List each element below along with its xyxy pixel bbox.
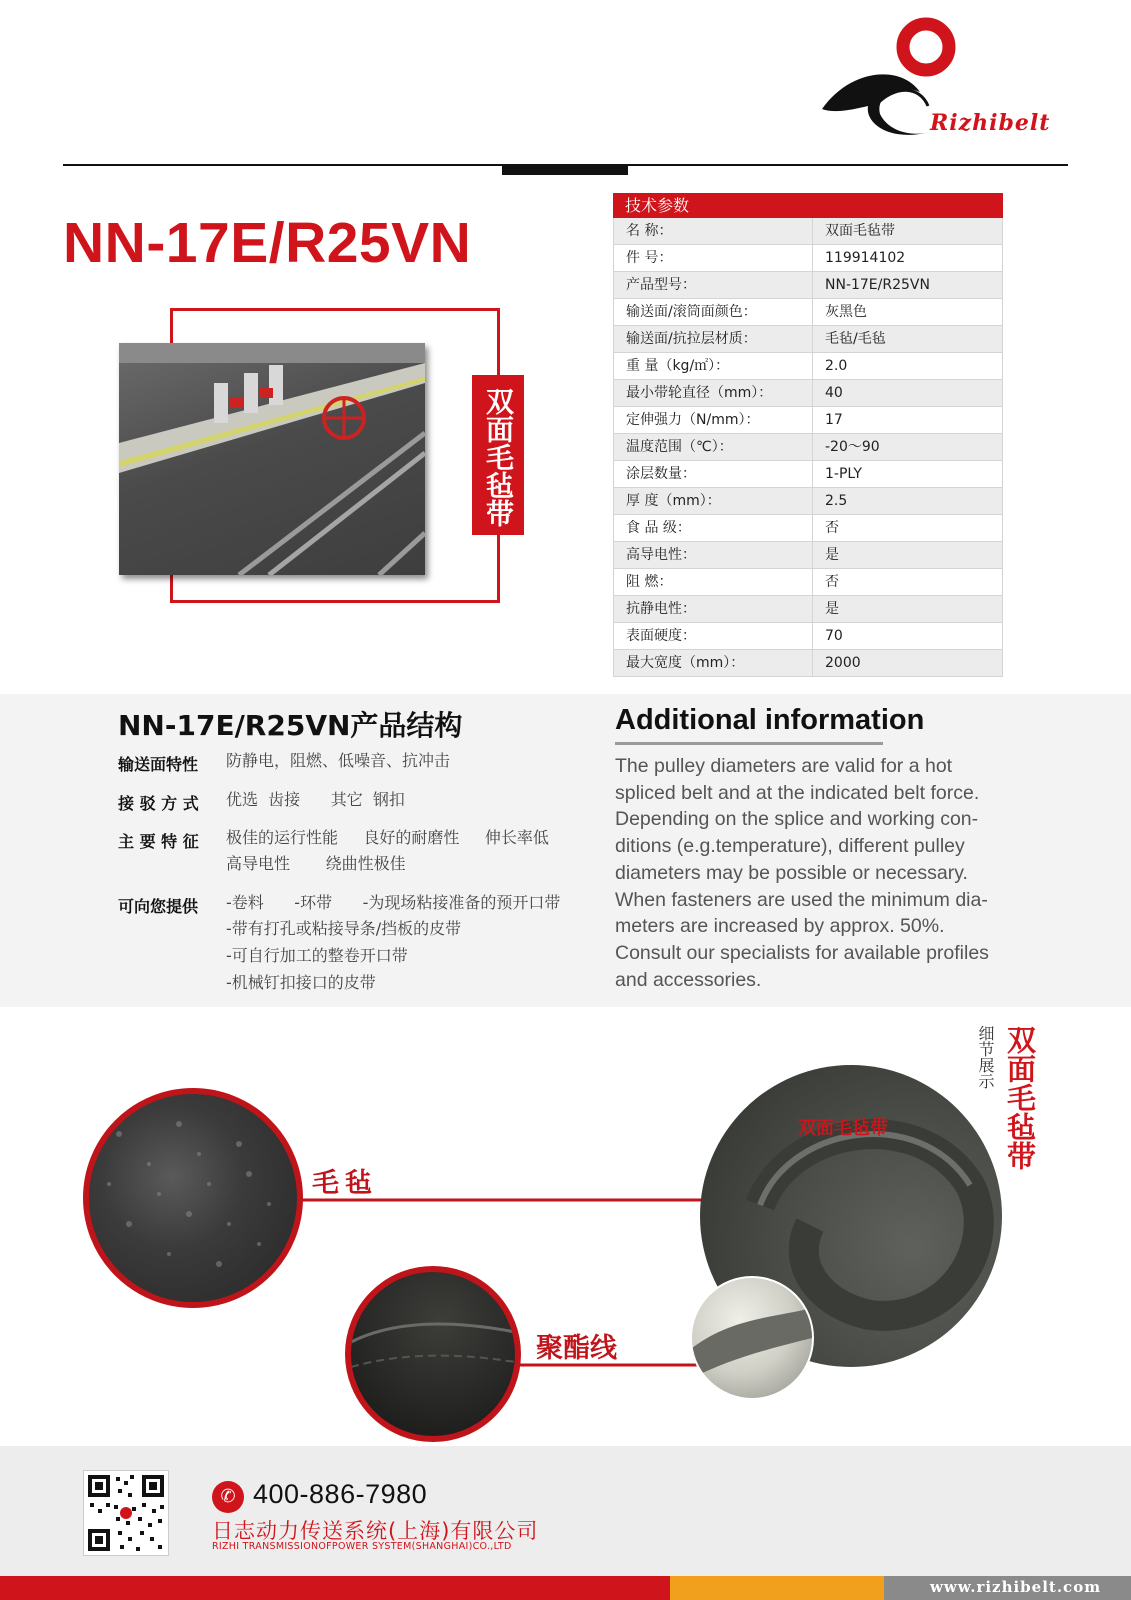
feature-key: 输送面特性: [118, 755, 199, 774]
belt-edge-icon: [692, 1278, 812, 1398]
spec-key: 厚 度（mm）：: [614, 488, 813, 514]
phone-number[interactable]: 400-886-7980: [253, 1479, 428, 1509]
spec-key: 名 称：: [614, 218, 813, 244]
additional-info-line: spliced belt and at the indicated belt force.: [615, 781, 980, 804]
spec-key: 高导电性：: [614, 542, 813, 568]
spec-value: 17: [825, 412, 843, 428]
additional-info-line: The pulley diameters are valid for a hot: [615, 755, 953, 777]
product-vertical-label: 双面毛毡带: [472, 375, 524, 535]
spec-key: 抗静电性：: [614, 596, 813, 622]
spec-value: 灰黑色: [825, 304, 867, 320]
qr-code-icon: [83, 1470, 169, 1556]
website-link[interactable]: www.rizhibelt.com: [930, 1578, 1102, 1596]
additional-info-line: ditions (e.g.temperature), different pulley: [615, 835, 965, 858]
additional-info-line: Depending on the splice and working con-: [615, 808, 979, 831]
spec-value: 40: [825, 385, 843, 401]
company-name-en: RIZHI TRANSMISSIONOFPOWER SYSTEM(SHANGHAI)CO.,LTD: [212, 1541, 512, 1552]
spec-key: 输送面/滚筒面颜色：: [614, 299, 813, 325]
spec-value: 双面毛毡带: [825, 223, 895, 239]
additional-info-line: Consult our specialists for available profiles: [615, 941, 989, 964]
spec-value: NN-17E/R25VN: [825, 277, 930, 293]
thread-texture-icon: [351, 1272, 515, 1436]
spec-key: 产品型号：: [614, 272, 813, 298]
feature-value: 优选 齿接 其它 钢扣: [226, 790, 405, 809]
feature-value: 防静电，阻燃、低噪音、抗冲击: [226, 751, 451, 770]
additional-info-title: Additional information: [615, 704, 925, 736]
spec-value: 2.5: [825, 493, 848, 509]
belt-detail-caption: 双面毛毡带: [798, 1118, 888, 1139]
spec-key: 定伸强力（N/mm）：: [614, 407, 813, 433]
spec-key: 最小带轮直径（mm）：: [614, 380, 813, 406]
felt-label: 毛毡: [312, 1168, 378, 1199]
belt-edge-closeup-image: [690, 1276, 814, 1400]
additional-info-line: When fasteners are used the minimum dia-: [615, 888, 988, 911]
spec-key: 表面硬度：: [614, 623, 813, 649]
footer-bar-orange: [670, 1576, 884, 1600]
spec-key: 最大宽度（mm）：: [614, 650, 813, 676]
phone-icon: ✆: [212, 1481, 244, 1513]
additional-info-line: and accessories.: [615, 968, 762, 991]
spec-value: 119914102: [825, 250, 906, 266]
spec-key: 阻 燃：: [614, 569, 813, 595]
spec-key: 输送面/抗拉层材质：: [614, 326, 813, 352]
spec-value: 2000: [825, 655, 861, 671]
footer-bar-red: [0, 1576, 670, 1600]
spec-value: 是: [825, 601, 839, 617]
feature-value: -带有打孔或粘接导条/挡板的皮带: [226, 919, 462, 938]
spec-value: 毛毡/毛毡: [825, 331, 886, 347]
feature-value: -机械钉扣接口的皮带: [226, 973, 376, 992]
structure-title: NN-17E/R25VN产品结构: [118, 709, 463, 742]
polyester-thread-label: 聚酯线: [536, 1333, 617, 1364]
detail-section-subtitle: 细节展示: [976, 1025, 995, 1089]
additional-info-line: meters are increased by approx. 50%.: [615, 915, 945, 938]
feature-key: 可向您提供: [118, 897, 199, 916]
feature-key: 接 驳 方 式: [118, 794, 199, 813]
spec-table-header: 技术参数: [613, 193, 1003, 218]
spec-value: -20～90: [825, 439, 880, 455]
spec-key: 温度范围（℃）：: [614, 434, 813, 460]
felt-texture-icon: [89, 1094, 297, 1302]
felt-closeup-image: [83, 1088, 303, 1308]
feature-value: 极佳的运行性能 良好的耐磨性 伸长率低: [226, 828, 549, 847]
spec-key: 涂层数量：: [614, 461, 813, 487]
spec-value: 否: [825, 520, 839, 536]
feature-value: -可自行加工的整卷开口带: [226, 946, 408, 965]
spec-key: 重 量（kg/㎡）：: [614, 353, 813, 379]
feature-key: 主 要 特 征: [118, 832, 199, 851]
spec-key: 食 品 级：: [614, 515, 813, 541]
feature-value: -卷料 -环带 -为现场粘接准备的预开口带: [226, 893, 561, 912]
additional-info-line: diameters may be possible or necessary.: [615, 861, 968, 884]
product-title: NN-17E/R25VN: [63, 211, 472, 275]
spec-value: 2.0: [825, 358, 848, 374]
polyester-thread-closeup-image: [345, 1266, 521, 1442]
spec-value: 是: [825, 547, 839, 563]
spec-value: 否: [825, 574, 839, 590]
detail-section-title: 双面毛毡带: [1003, 1025, 1037, 1170]
spec-value: 1-PLY: [825, 466, 862, 482]
spec-key: 件 号：: [614, 245, 813, 271]
footer: [0, 1446, 1131, 1576]
brand-logo-text: Rizhibelt: [930, 110, 1051, 136]
feature-value: 高导电性 绕曲性极佳: [226, 854, 406, 873]
company-name-cn: 日志动力传送系统(上海)有限公司: [212, 1519, 539, 1543]
spec-value: 70: [825, 628, 843, 644]
